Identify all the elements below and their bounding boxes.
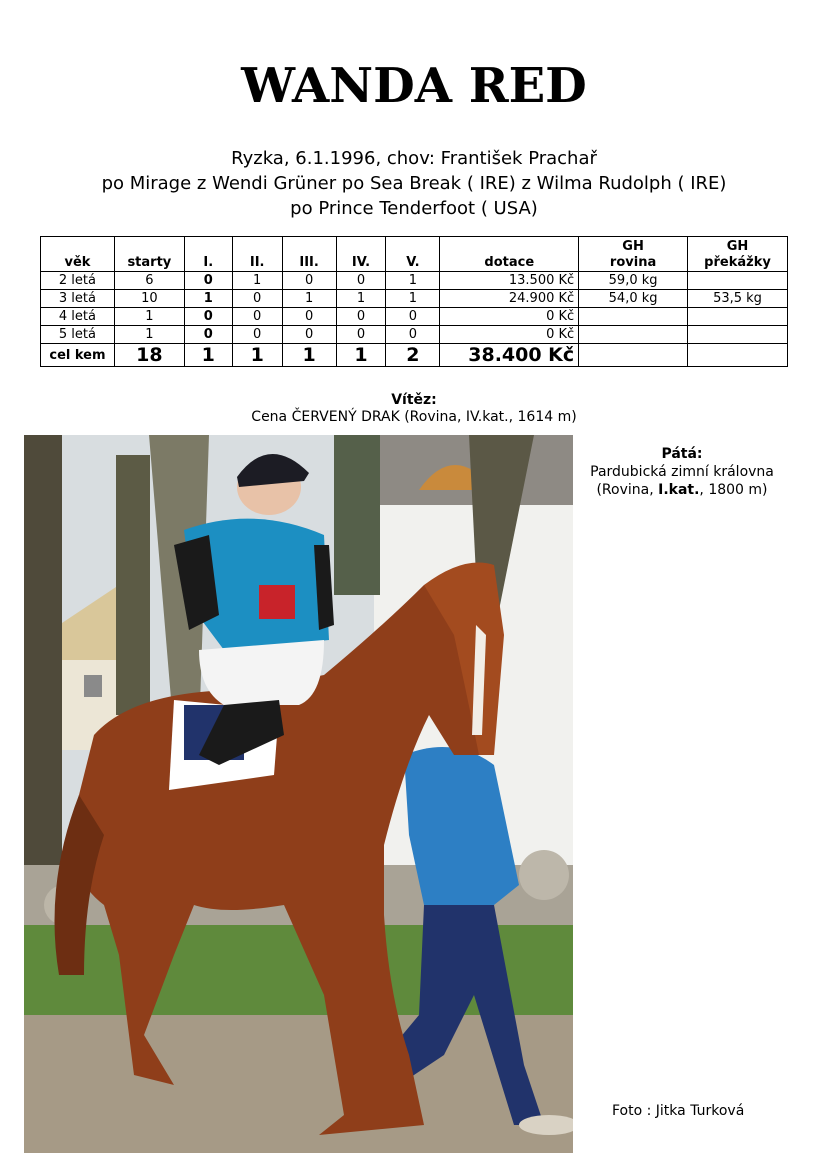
fifth-place-race-name: Pardubická zimní královna: [590, 464, 774, 480]
fifth-place-block: [584, 445, 780, 499]
race-statistics-table: [40, 236, 788, 367]
winner-race: Cena ČERVENÝ DRAK (Rovina, IV.kat., 1614 m): [251, 409, 577, 425]
header-place-4: IV.: [336, 237, 386, 272]
table-row: 5 letá 1 0 0 0 0 0 0 Kč: [41, 326, 788, 344]
header-gh-jump: GH překážky: [688, 237, 788, 272]
photo-credit: Foto : Jitka Turková: [612, 1103, 745, 1119]
table-total-row: cel kem 18 1 1 1 1 2 38.400 Kč: [41, 344, 788, 367]
horse-name-title: WANDA RED: [241, 58, 587, 114]
header-place-5: V.: [386, 237, 440, 272]
fifth-place-detail: (Rovina, I.kat., 1800 m): [596, 482, 768, 498]
header-place-1: I.: [184, 237, 232, 272]
horse-photo-illustration: [24, 435, 573, 1153]
pedigree-line-2: po Mirage z Wendi Grüner po Sea Break ( IRE) z Wilma Rudolph ( IRE): [101, 173, 727, 194]
header-age: věk: [41, 237, 115, 272]
header-place-3: III.: [282, 237, 336, 272]
table-row: 2 letá 6 0 1 0 0 1 13.500 Kč 59,0 kg: [41, 272, 788, 290]
pedigree-block: [0, 146, 828, 221]
header-prize: dotace: [440, 237, 579, 272]
winner-heading: Vítěz:: [391, 392, 437, 408]
fifth-place-heading: Pátá:: [661, 446, 703, 462]
pedigree-line-3: po Prince Tenderfoot ( USA): [290, 198, 538, 219]
pedigree-line-1: Ryzka, 6.1.1996, chov: František Prachař: [231, 148, 597, 169]
header-place-2: II.: [232, 237, 282, 272]
table-row: 3 letá 10 1 0 1 1 1 24.900 Kč 54,0 kg 53,5 kg: [41, 290, 788, 308]
table-header-row: [41, 237, 788, 272]
horse-photo: [24, 435, 573, 1153]
header-gh-flat: GH rovina: [579, 237, 688, 272]
header-starts: starty: [114, 237, 184, 272]
table-row: 4 letá 1 0 0 0 0 0 0 Kč: [41, 308, 788, 326]
